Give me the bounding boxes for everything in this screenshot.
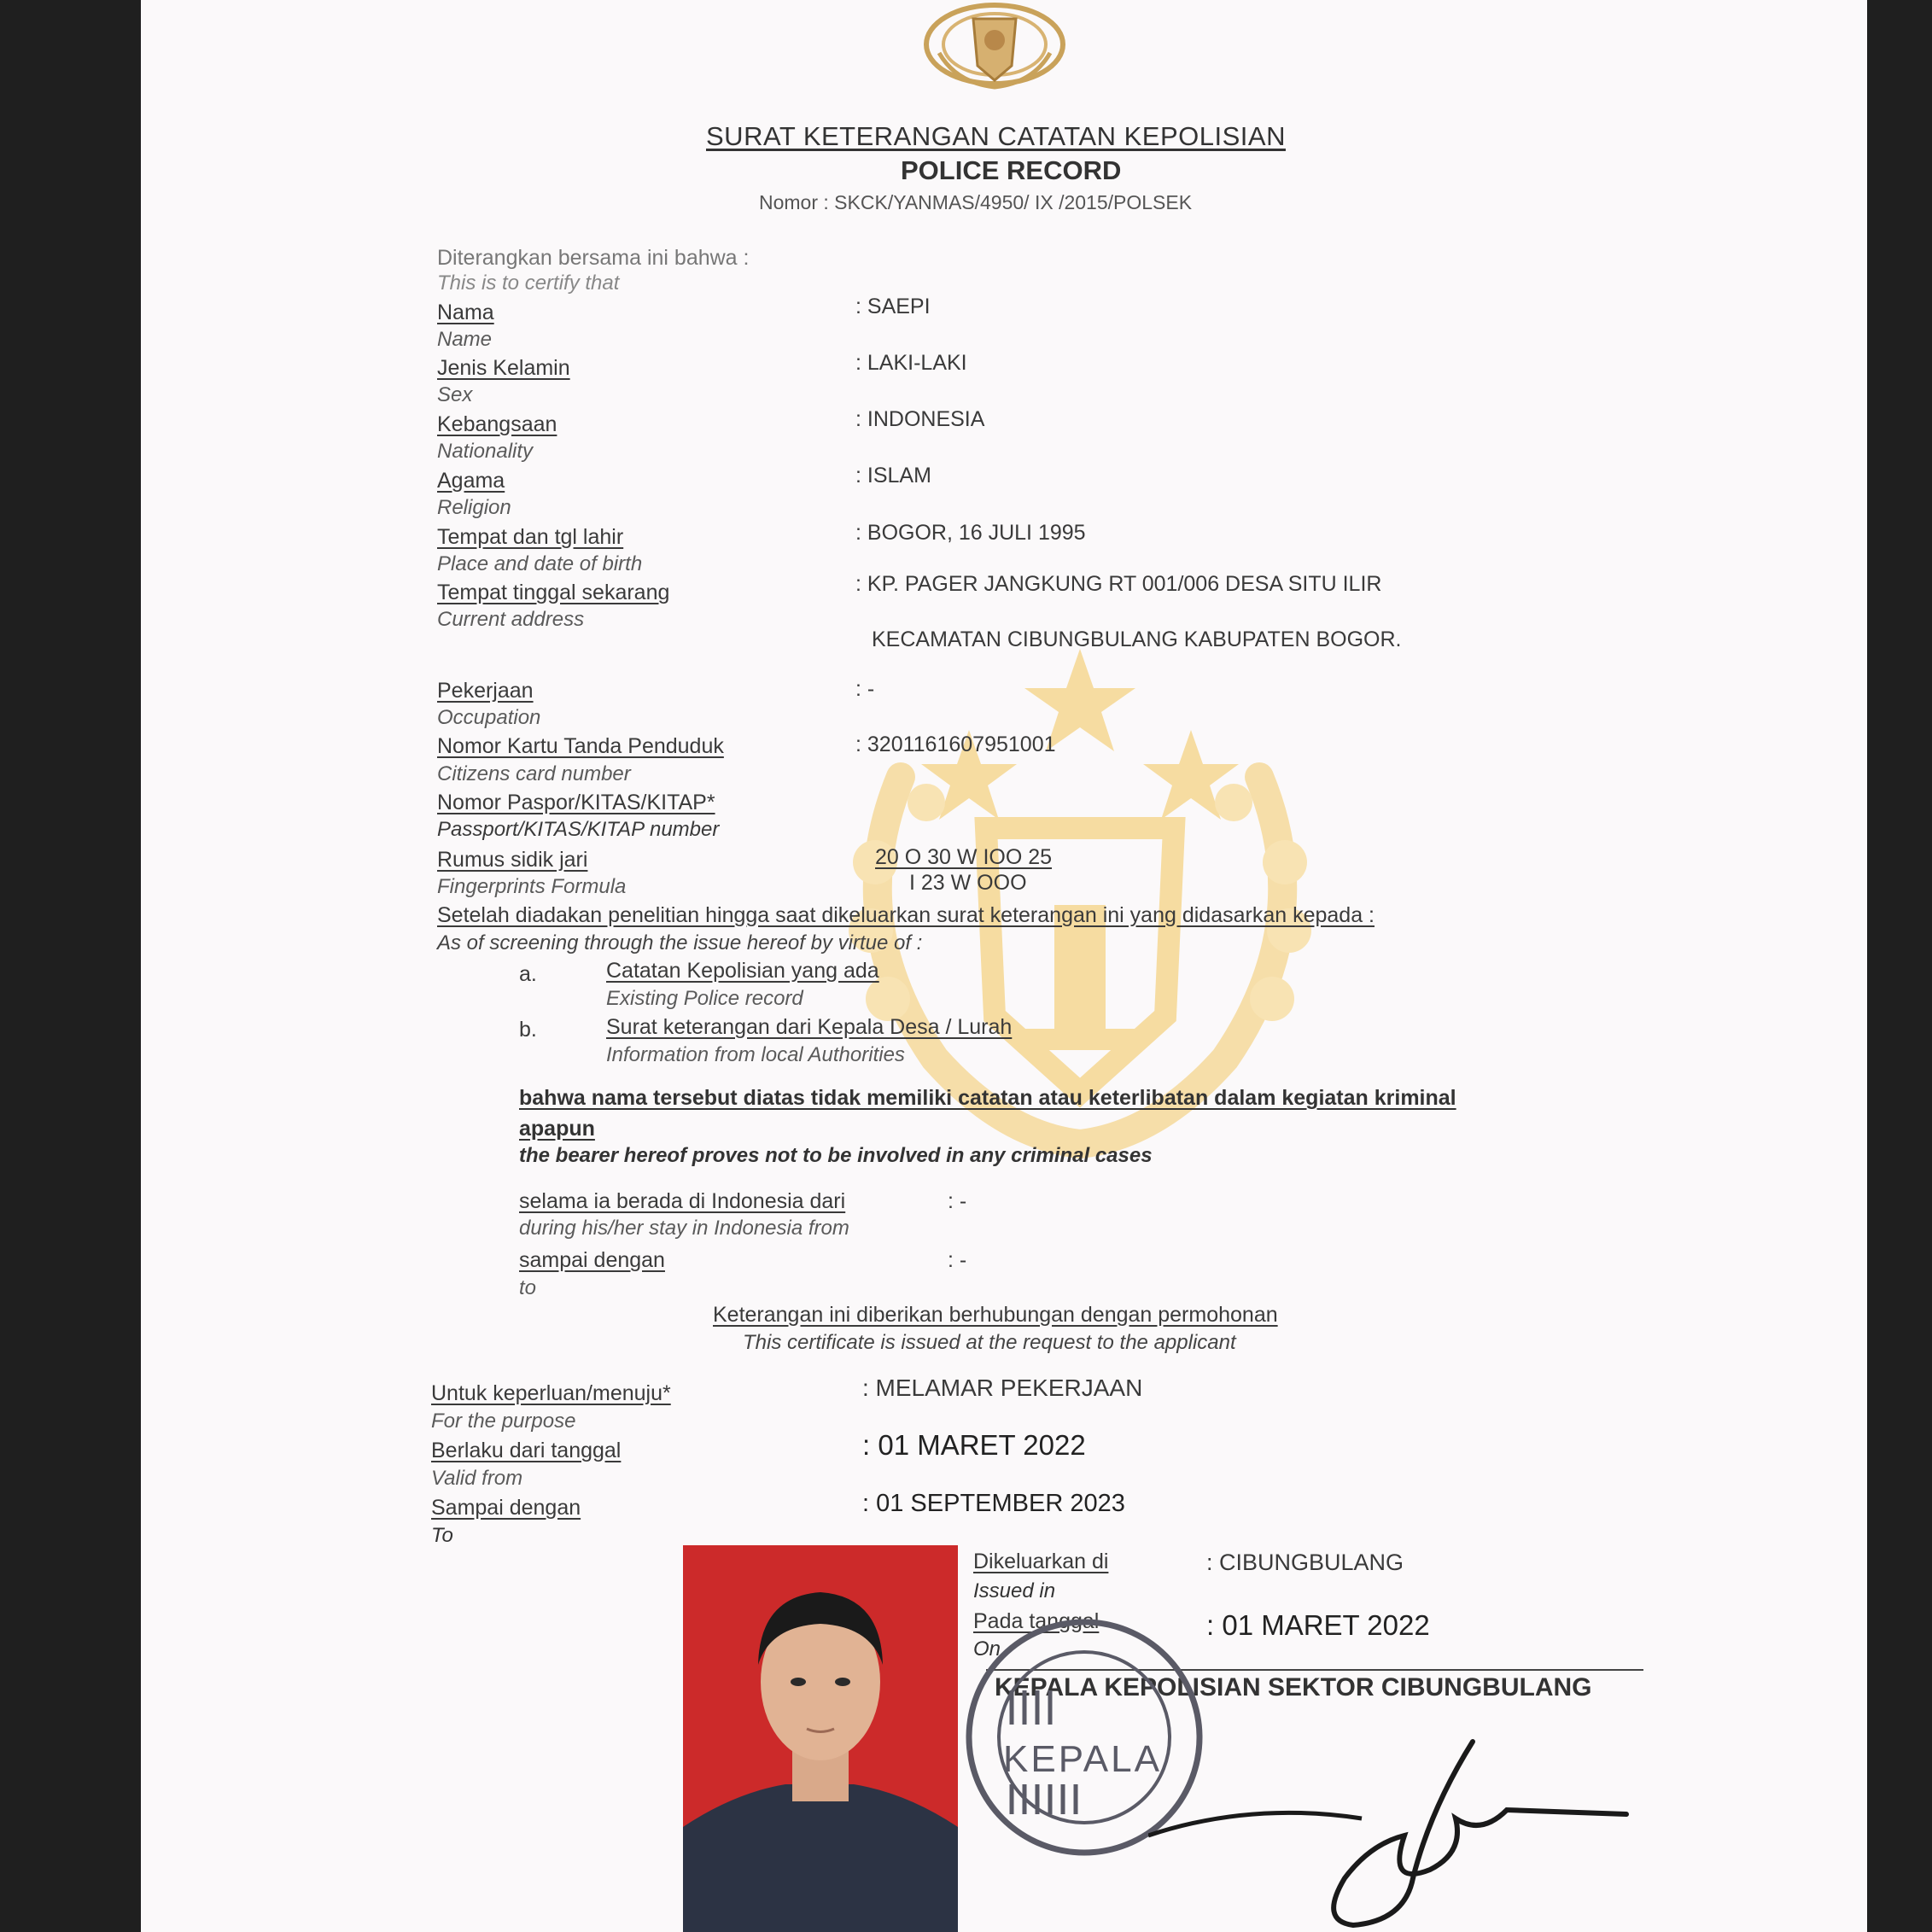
field-label-name: Nama — [437, 301, 494, 324]
applicant-photo — [683, 1545, 958, 1932]
field-label-id-card: Nomor Kartu Tanda Penduduk — [437, 734, 724, 758]
purpose-value: : MELAMAR PEKERJAAN — [862, 1375, 1143, 1401]
screening-item-b: Surat keterangan dari Kepala Desa / Lurah — [606, 1015, 1013, 1039]
issued-in-sub: Issued in — [973, 1579, 1056, 1602]
stay-from-value: : - — [948, 1189, 967, 1213]
intro-text-en: This is to certify that — [437, 271, 620, 295]
field-label-birth: Tempat dan tgl lahir — [437, 525, 624, 549]
fingerprint-formula-bottom: I 23 W OOO — [909, 871, 1027, 895]
field-sub-fingerprint: Fingerprints Formula — [437, 875, 627, 898]
valid-to-value: : 01 SEPTEMBER 2023 — [862, 1490, 1125, 1517]
right-frame-bar — [1867, 0, 1932, 1932]
field-sub-id-card: Citizens card number — [437, 762, 631, 785]
field-sub-address: Current address — [437, 608, 585, 631]
field-value-address: : KP. PAGER JANGKUNG RT 001/006 DESA SITU ILIR — [855, 572, 1382, 596]
person-portrait-icon — [683, 1545, 958, 1932]
stamp-text: KEPALA — [1003, 1738, 1162, 1780]
field-sub-birth: Place and date of birth — [437, 552, 643, 575]
screening-item-b-mark: b. — [519, 1018, 537, 1042]
stay-from-label: selama ia berada di Indonesia dari — [519, 1189, 846, 1213]
stay-from-label-en: during his/her stay in Indonesia from — [519, 1217, 849, 1240]
screening-item-a-mark: a. — [519, 962, 537, 986]
fingerprint-formula-top: 20 O 30 W IOO 25 — [875, 845, 1053, 869]
field-value-id-card: : 3201161607951001 — [855, 733, 1056, 756]
valid-from-label: Berlaku dari tanggal — [431, 1439, 622, 1462]
left-frame-bar — [0, 0, 141, 1932]
official-title: KEPALA KEPOLISIAN SEKTOR CIBUNGBULANG — [995, 1673, 1592, 1701]
request-text-en: This certificate is issued at the request to the applicant — [743, 1331, 1236, 1354]
field-sub-religion: Religion — [437, 496, 511, 519]
field-sub-name: Name — [437, 328, 493, 351]
field-sub-nationality: Nationality — [437, 440, 534, 463]
screening-item-a-en: Existing Police record — [606, 987, 803, 1010]
statement-text: bahwa nama tersebut diatas tidak memiliki catatan atau keterlibatan dalam kegiatan kriminal — [519, 1086, 1456, 1110]
screening-text-en: As of screening through the issue hereof by virtue of : — [437, 931, 923, 954]
screening-text: Setelah diadakan penelitian hingga saat dikeluarkan surat keterangan ini yang didasarkan kepada : — [437, 903, 1375, 927]
issued-in-value: : CIBUNGBULANG — [1206, 1550, 1404, 1575]
stay-to-label-en: to — [519, 1276, 537, 1299]
field-value-address-line2: KECAMATAN CIBUNGBULANG KABUPATEN BOGOR. — [872, 627, 1402, 651]
field-value-sex: : LAKI-LAKI — [855, 351, 967, 375]
field-value-nationality: : INDONESIA — [855, 407, 985, 431]
stay-to-value: : - — [948, 1248, 967, 1272]
document-subtitle: POLICE RECORD — [901, 155, 1122, 185]
issue-date-value: : 01 MARET 2022 — [1206, 1609, 1430, 1641]
stay-to-label: sampai dengan — [519, 1248, 665, 1272]
purpose-sub: For the purpose — [431, 1410, 576, 1433]
screening-item-b-en: Information from local Authorities — [606, 1043, 905, 1066]
document-number: Nomor : SKCK/YANMAS/4950/ IX /2015/POLSEK — [759, 191, 1193, 213]
field-label-nationality: Kebangsaan — [437, 412, 557, 436]
field-label-fingerprint: Rumus sidik jari — [437, 848, 588, 872]
valid-to-label: Sampai dengan — [431, 1496, 581, 1520]
valid-to-sub: To — [431, 1524, 453, 1547]
field-value-religion: : ISLAM — [855, 464, 931, 487]
field-label-sex: Jenis Kelamin — [437, 356, 570, 380]
issue-date-sub: On — [973, 1637, 1001, 1661]
field-sub-sex: Sex — [437, 383, 473, 406]
field-sub-occupation: Occupation — [437, 706, 541, 729]
field-value-occupation: : - — [855, 677, 875, 701]
intro-text: Diterangkan bersama ini bahwa : — [437, 246, 750, 270]
field-sub-passport: Passport/KITAS/KITAP number — [437, 818, 720, 841]
field-value-birth: : BOGOR, 16 JULI 1995 — [855, 521, 1086, 545]
field-label-religion: Agama — [437, 469, 505, 493]
valid-from-sub: Valid from — [431, 1467, 523, 1490]
field-label-passport: Nomor Paspor/KITAS/KITAP* — [437, 791, 715, 814]
police-crest-icon — [922, 2, 1067, 90]
request-text: Keterangan ini diberikan berhubungan dengan permohonan — [713, 1303, 1278, 1327]
valid-from-value: : 01 MARET 2022 — [862, 1429, 1086, 1461]
field-label-address: Tempat tinggal sekarang — [437, 581, 670, 604]
issued-in-label: Dikeluarkan di — [973, 1550, 1109, 1573]
screening-item-a: Catatan Kepolisian yang ada — [606, 959, 879, 983]
police-record-document — [141, 0, 1867, 1932]
purpose-label: Untuk keperluan/menuju* — [431, 1381, 671, 1405]
field-value-name: : SAEPI — [855, 295, 931, 318]
statement-text-line2: apapun — [519, 1117, 595, 1141]
statement-text-en: the bearer hereof proves not to be involved in any criminal cases — [519, 1144, 1153, 1167]
document-title: SURAT KETERANGAN CATATAN KEPOLISIAN — [706, 121, 1286, 151]
issue-date-label: Pada tanggal — [973, 1609, 1100, 1633]
field-label-occupation: Pekerjaan — [437, 679, 534, 703]
handwritten-signature-icon — [1148, 1707, 1643, 1932]
